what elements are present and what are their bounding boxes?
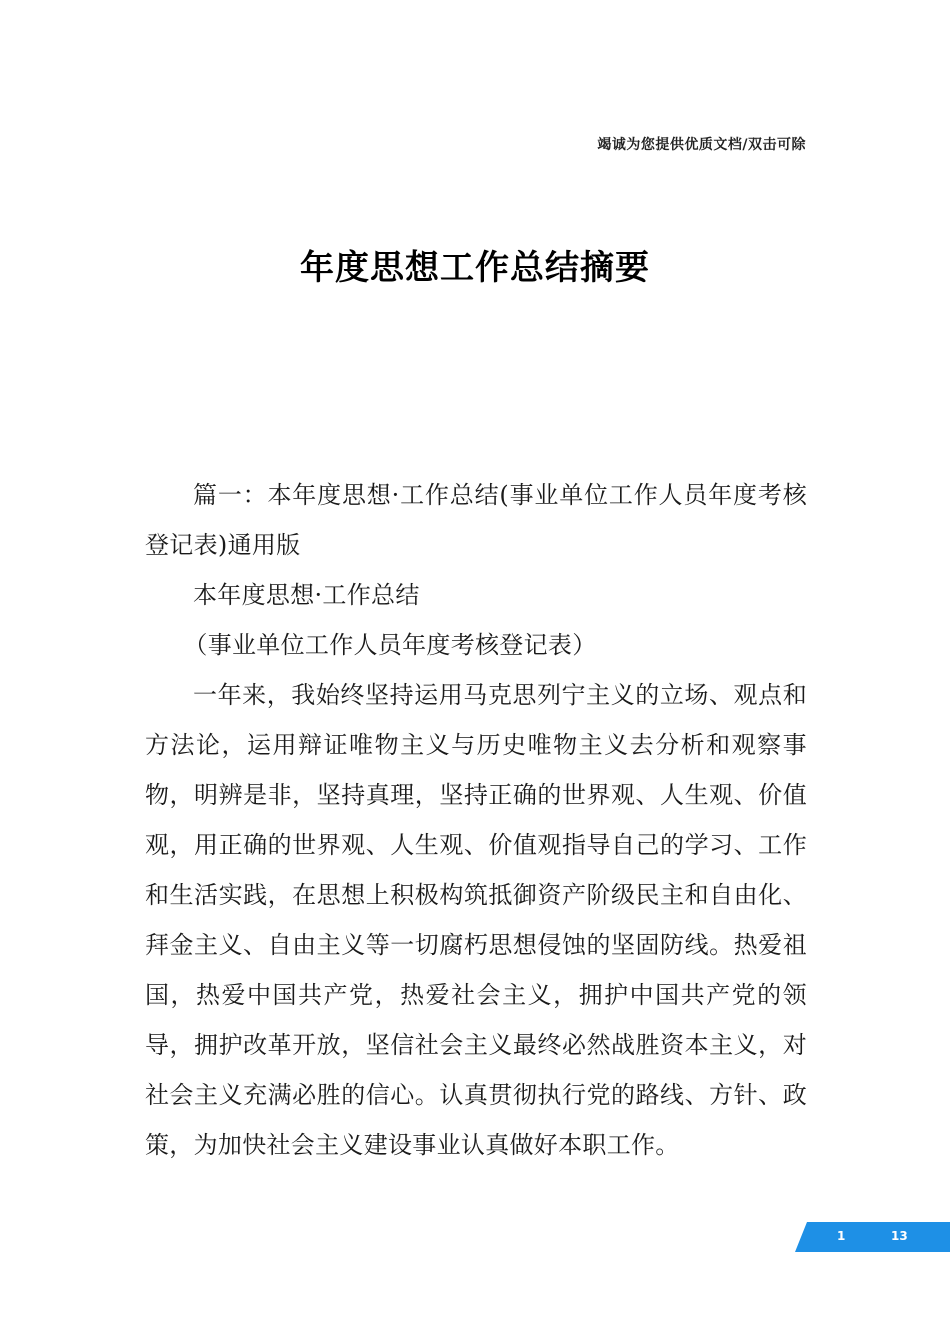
document-title: 年度思想工作总结摘要: [300, 248, 650, 288]
document-body: [145, 470, 807, 1170]
footer-banner-shape: [795, 1222, 950, 1252]
total-pages-number: 13: [891, 1229, 908, 1243]
paragraph-subtitle: 本年度思想·工作总结: [193, 581, 420, 609]
header-note: 竭诚为您提供优质文档/双击可除: [597, 137, 806, 153]
paragraph-section-heading: 篇一：本年度思想·工作总结(事业单位工作人员年度考核登记表)通用版: [145, 481, 807, 559]
paragraph-form-name: （事业单位工作人员年度考核登记表）: [183, 631, 597, 659]
paragraph-body: 一年来，我始终坚持运用马克思列宁主义的立场、观点和方法论，运用辩证唯物主义与历史唯物主义去分析和观察事物，明辨是非，坚持真理，坚持正确的世界观、人生观、价值观，用正确的世界观、人生观、价值观指导自己的学习、工作和生活实践，在思想上积极构筑抵御资产阶级民主和自由化、拜金主义、自由主义等一切腐朽思想侵蚀的坚固防线。热爱祖国，热爱中国共产党，热爱社会主义，拥护中国共产党的领导，拥护改革开放，坚信社会主义最终必然战胜资本主义，对社会主义充满必胜的信心。认真贯彻执行党的路线、方针、政策，为加快社会主义建设事业认真做好本职工作。: [145, 681, 807, 1159]
page-footer: [795, 1222, 950, 1252]
current-page-number: 1: [837, 1229, 846, 1243]
